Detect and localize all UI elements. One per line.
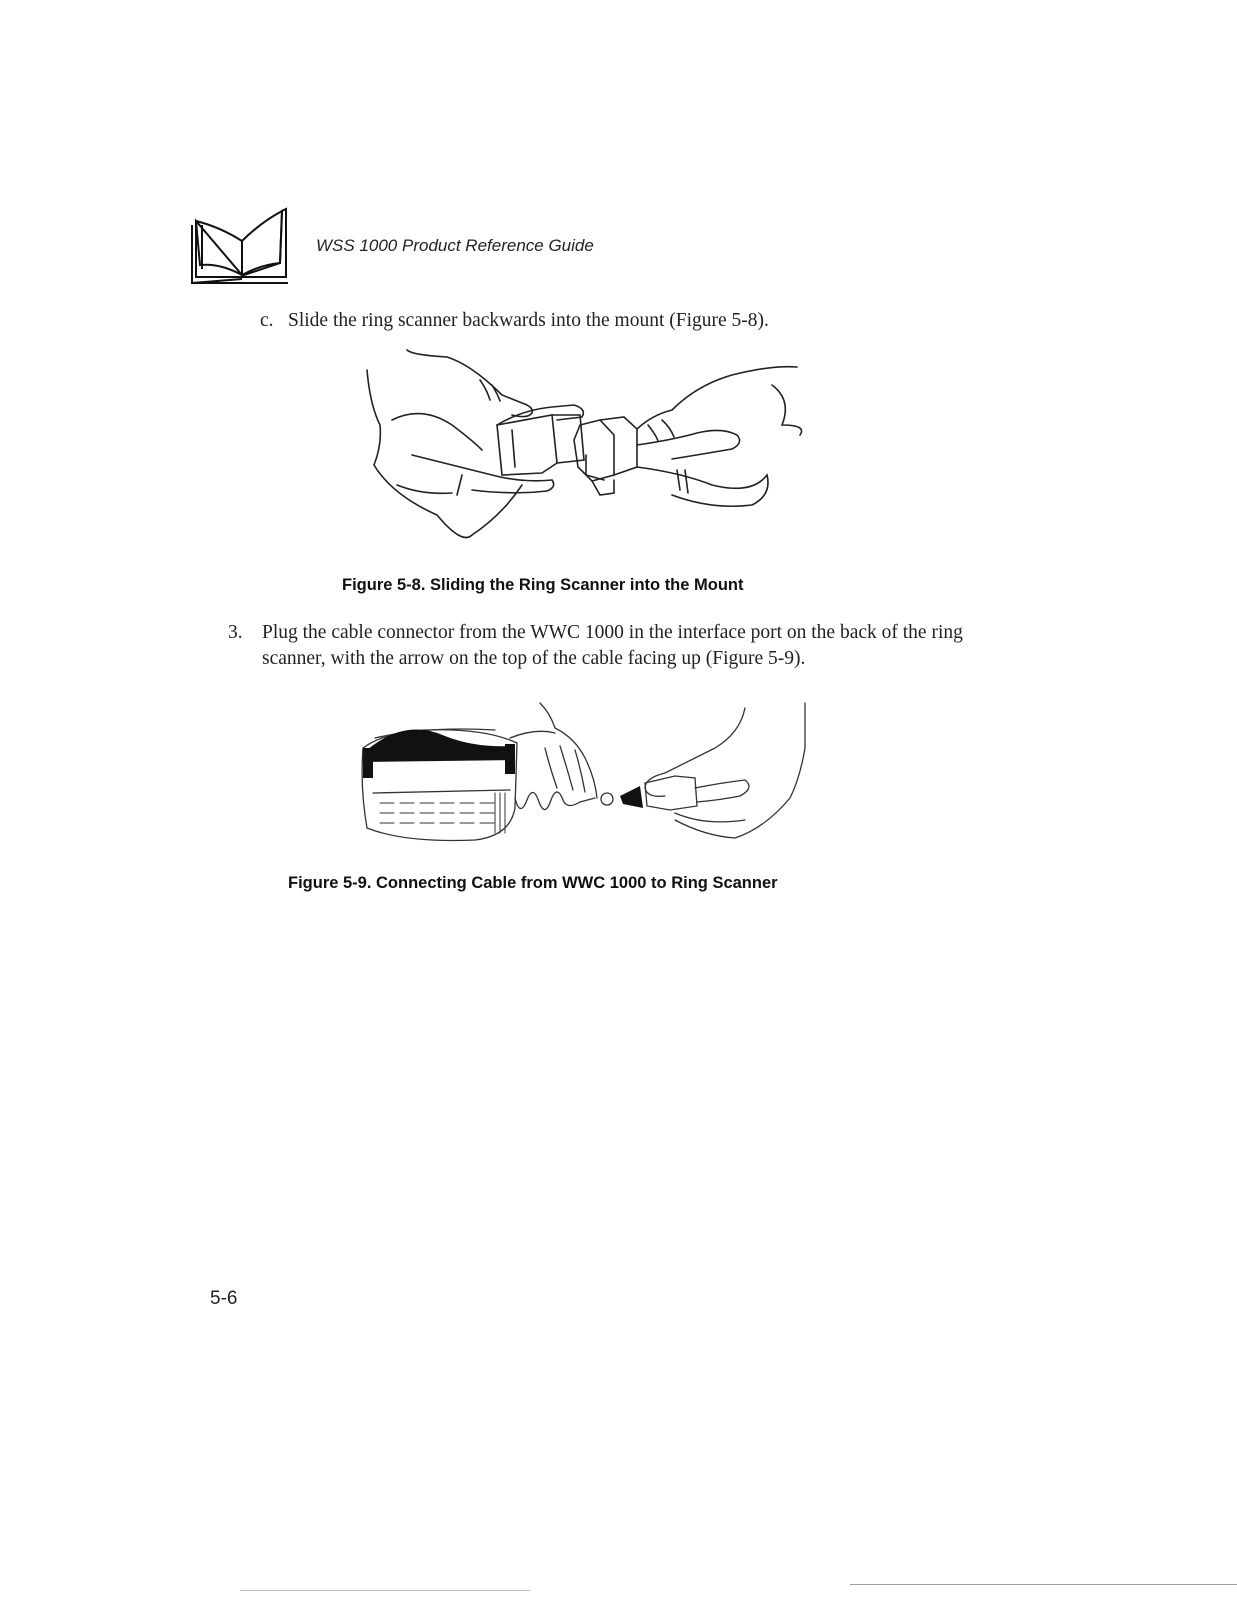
step-marker: c. xyxy=(260,310,274,331)
open-book-icon xyxy=(190,203,290,288)
step-text: Plug the cable connector from the WWC 1000 in the interface port on the back of the ring scanner, with the arrow on the top of the cable facing up (Figure 5-9). xyxy=(262,622,963,669)
step-3 xyxy=(228,620,988,672)
figure-5-8-illustration xyxy=(352,345,812,550)
step-c xyxy=(260,308,1060,334)
figure-5-9-illustration xyxy=(345,688,815,848)
scan-artifact-line xyxy=(850,1584,1237,1585)
figure-5-9-caption: Figure 5-9. Connecting Cable from WWC 1000 to Ring Scanner xyxy=(288,874,778,892)
page-number: 5-6 xyxy=(210,1288,238,1309)
step-text: Slide the ring scanner backwards into the mount (Figure 5-8). xyxy=(288,310,769,331)
document-title: WSS 1000 Product Reference Guide xyxy=(316,236,594,255)
figure-5-8-caption: Figure 5-8. Sliding the Ring Scanner into the Mount xyxy=(342,576,744,594)
step-marker: 3. xyxy=(228,622,243,643)
scan-artifact-line xyxy=(240,1590,530,1591)
